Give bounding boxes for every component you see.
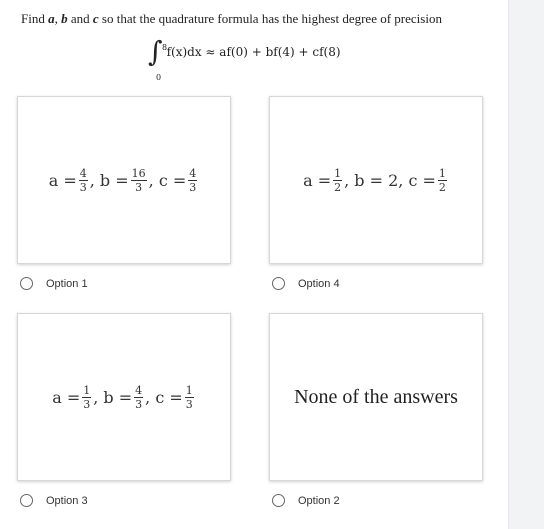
question-and: and <box>67 11 93 26</box>
answer-card-option-3[interactable] <box>17 313 231 481</box>
b-numerator: 16 <box>131 166 146 180</box>
option-label: Option 3 <box>46 494 88 507</box>
option-4-radio-row[interactable] <box>272 277 340 290</box>
option-label: Option 1 <box>46 277 88 290</box>
a-denominator: 3 <box>83 397 91 411</box>
question-suffix: so that the quadrature formula has the highest degree of precision <box>98 11 442 26</box>
c-denominator: 2 <box>438 180 446 194</box>
b-label: , b = <box>93 387 133 407</box>
option-2-radio-row[interactable] <box>272 494 340 507</box>
c-numerator: 1 <box>185 383 193 397</box>
option-1-radio-row[interactable] <box>20 277 88 290</box>
c-numerator: 1 <box>438 166 446 180</box>
radio-button[interactable] <box>20 277 33 290</box>
a-numerator: 1 <box>334 166 342 180</box>
integral-symbol: ∫ <box>148 35 163 68</box>
b-fraction <box>131 168 147 193</box>
b-numerator: 4 <box>135 383 143 397</box>
quadrature-formula <box>148 35 341 82</box>
a-fraction <box>79 168 88 193</box>
variable-c: c <box>92 11 99 26</box>
b-and-c-label: , b = 2, c = <box>344 170 436 190</box>
answer-math-1 <box>49 168 200 193</box>
question-prefix: Find <box>21 11 49 26</box>
integral-upper-limit: 8 <box>162 43 168 52</box>
integral-sign <box>148 35 168 82</box>
variable-b: b <box>61 11 68 26</box>
a-numerator: 1 <box>83 383 91 397</box>
answer-card-option-1[interactable] <box>17 96 231 264</box>
a-label: a = <box>52 387 81 407</box>
answer-card-option-4[interactable] <box>269 96 483 264</box>
answer-math-4 <box>303 168 449 193</box>
b-fraction <box>134 385 143 410</box>
b-denominator: 3 <box>135 397 143 411</box>
none-of-the-answers-text: None of the answers <box>294 385 458 408</box>
question-separator: , <box>54 11 62 26</box>
c-fraction <box>438 168 447 193</box>
a-label: a = <box>303 170 332 190</box>
answer-card-option-2[interactable] <box>269 313 483 481</box>
answer-math-3 <box>52 385 196 410</box>
c-denominator: 3 <box>189 180 197 194</box>
a-numerator: 4 <box>79 166 87 180</box>
b-denominator: 3 <box>135 180 143 194</box>
c-label: , c = <box>145 387 183 407</box>
right-scroll-rail <box>508 0 544 529</box>
c-denominator: 3 <box>185 397 193 411</box>
variable-a: a <box>48 11 55 26</box>
c-fraction <box>188 168 197 193</box>
b-label: , b = <box>89 170 129 190</box>
option-3-radio-row[interactable] <box>20 494 88 507</box>
question-text <box>21 11 491 27</box>
a-fraction <box>333 168 342 193</box>
a-fraction <box>82 385 91 410</box>
radio-button[interactable] <box>272 494 285 507</box>
c-label: , c = <box>148 170 187 190</box>
c-numerator: 4 <box>189 166 197 180</box>
option-label: Option 4 <box>298 277 340 290</box>
a-denominator: 2 <box>334 180 342 194</box>
a-denominator: 3 <box>79 180 87 194</box>
formula-body: f(x)dx ≈ af(0) + bf(4) + cf(8) <box>166 45 341 59</box>
integral-lower-limit: 0 <box>156 73 162 82</box>
c-fraction <box>185 385 194 410</box>
radio-button[interactable] <box>272 277 285 290</box>
radio-button[interactable] <box>20 494 33 507</box>
a-label: a = <box>48 170 77 190</box>
option-label: Option 2 <box>298 494 340 507</box>
